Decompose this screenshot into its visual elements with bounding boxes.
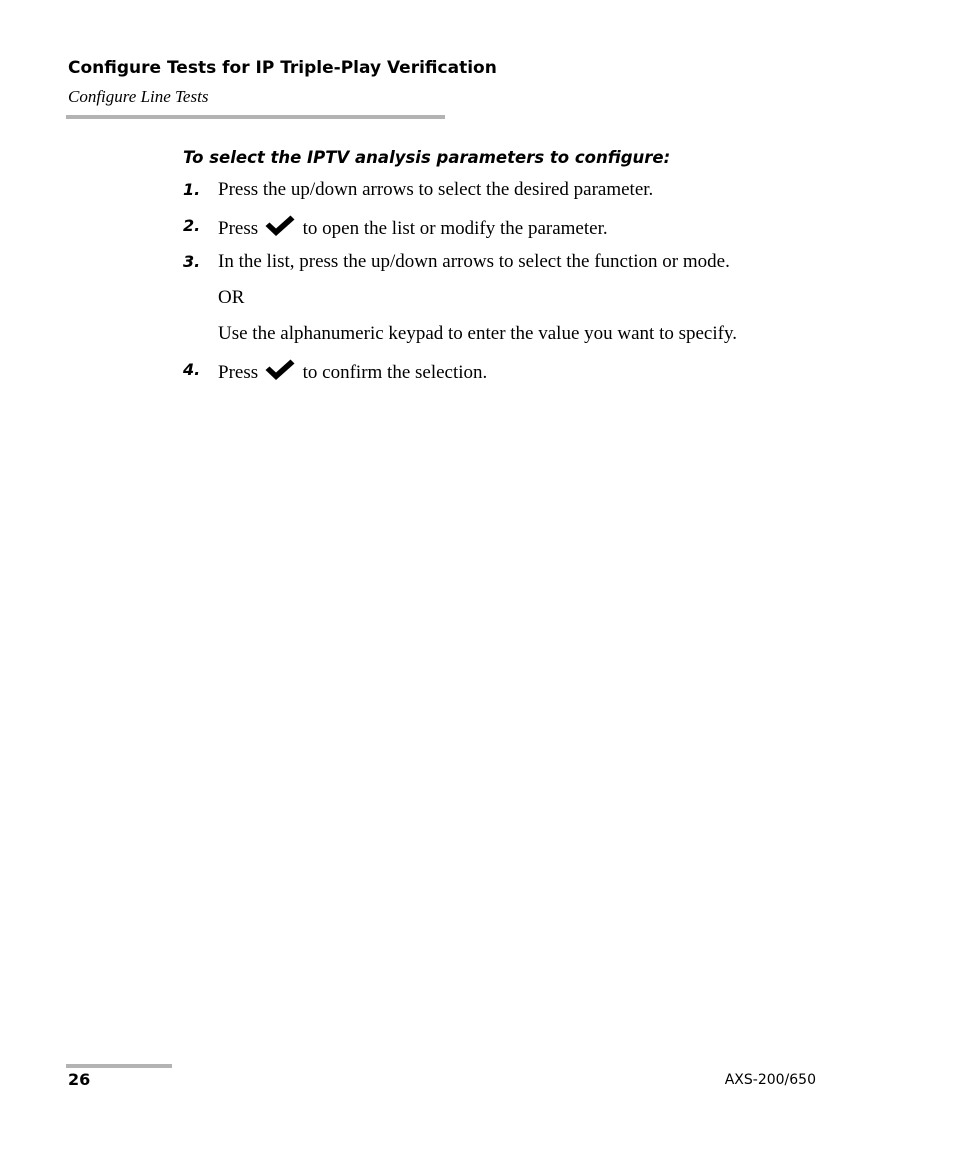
procedure-heading: To select the IPTV analysis parameters to configure: [183,148,671,167]
step-4-text-after: to confirm the selection. [302,362,488,383]
product-name: AXS-200/650 [724,1072,816,1088]
step-4-text [218,359,487,384]
step-1-number: 1. [183,180,201,199]
step-4-number: 4. [183,360,201,379]
step-3-text: In the list, press the up/down arrows to select the function or mode. [218,251,730,272]
checkmark-icon [264,215,296,237]
step-2-text [218,215,608,240]
step-2-text-after: to open the list or modify the parameter. [302,218,608,239]
checkmark-icon [264,359,296,381]
chapter-title: Configure Tests for IP Triple-Play Verification [68,58,497,78]
step-2-number: 2. [183,216,201,235]
step-3-or: OR [218,287,245,308]
step-1-text: Press the up/down arrows to select the desired parameter. [218,179,654,200]
header-divider [66,115,445,119]
step-4-text-before: Press [218,362,259,383]
step-3-alt-text: Use the alphanumeric keypad to enter the value you want to specify. [218,323,737,344]
section-title: Configure Line Tests [68,87,209,106]
step-3-number: 3. [183,252,201,271]
step-2-text-before: Press [218,218,259,239]
page-number: 26 [68,1070,91,1089]
footer-divider [66,1064,172,1068]
